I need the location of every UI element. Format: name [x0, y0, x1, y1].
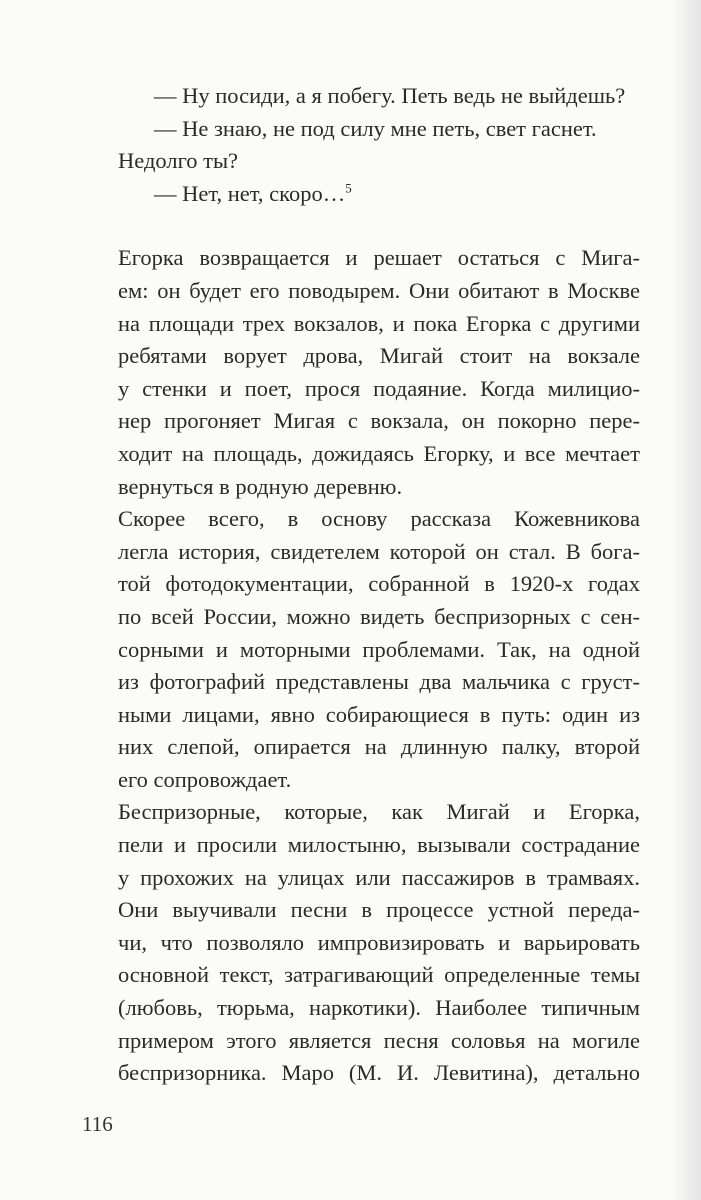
footnote-marker: 5: [345, 180, 352, 196]
page-edge-shadow: [671, 0, 701, 1200]
dialogue-line: Недолго ты?: [118, 148, 239, 174]
text-line: ными лицами, явно собирающиеся в путь: один из: [118, 701, 640, 727]
text-line: его сопровождает.: [118, 766, 292, 792]
text-line: легла история, свидетелем которой он стал. В бога-: [118, 538, 640, 564]
text-line: пели и просили милостыню, вызывали сострадание: [118, 832, 640, 858]
text-line: у стенки и поет, прося подаяние. Когда милицио-: [118, 375, 640, 401]
page-number: 116: [82, 1112, 113, 1136]
text-line: ем: он будет его поводырем. Они обитают в Москве: [118, 277, 640, 303]
paragraph: [118, 503, 640, 796]
text-line: основной текст, затрагивающий определенные темы: [118, 962, 640, 988]
text-line: (любовь, тюрьма, наркотики). Наиболее типичным: [118, 995, 640, 1021]
text-line: них слепой, опирается на длинную палку, второй: [118, 734, 640, 760]
text-line: Скорее всего, в основу рассказа Кожевникова: [118, 506, 640, 532]
dialogue-block: [118, 80, 640, 210]
text-line: Беспризорные, которые, как Мигай и Егорка,: [118, 799, 640, 825]
text-line: на площади трех вокзалов, и пока Егорка с другими: [118, 310, 640, 336]
text-line: ребятами ворует дрова, Мигай стоит на вокзале: [118, 343, 640, 369]
page-text: [118, 80, 640, 1090]
text-line: сорными и моторными проблемами. Так, на одной: [118, 636, 640, 662]
text-line: нер прогоняет Мигая с вокзала, он покорно пере-: [118, 408, 640, 434]
text-line: чи, что позволяло импровизировать и варьировать: [118, 929, 640, 955]
text-line: той фотодокументации, собранной в 1920-х годах: [118, 571, 640, 597]
paragraph: [118, 242, 640, 503]
text-line: Егорка возвращается и решает остаться с Мига-: [118, 245, 640, 271]
dialogue-line: — Нет, нет, скоро…$^5$: [154, 180, 352, 206]
dialogue-line: — Ну посиди, а я побегу. Петь ведь не выйдешь?: [154, 83, 626, 108]
text-line: у прохожих на улицах или пассажиров в трамваях.: [118, 864, 640, 890]
text-line: по всей России, можно видеть беспризорных с сен-: [118, 603, 640, 629]
dialogue-line: — Не знаю, не под силу мне петь, свет гаснет.: [154, 115, 597, 141]
prose-block: [118, 242, 640, 1089]
paragraph: [118, 796, 640, 1089]
text-line: из фотографий представлены два мальчика с груст-: [118, 669, 640, 695]
text-line: вернуться в родную деревню.: [118, 473, 403, 499]
text-line: беспризорника. Маро (М. И. Левитина), детально: [118, 1060, 640, 1086]
text-line: примером этого является песня соловья на могиле: [118, 1027, 640, 1053]
text-line: ходит на площадь, дожидаясь Егорку, и все мечтает: [118, 440, 640, 466]
text-line: Они выучивали песни в процессе устной переда-: [118, 897, 640, 923]
